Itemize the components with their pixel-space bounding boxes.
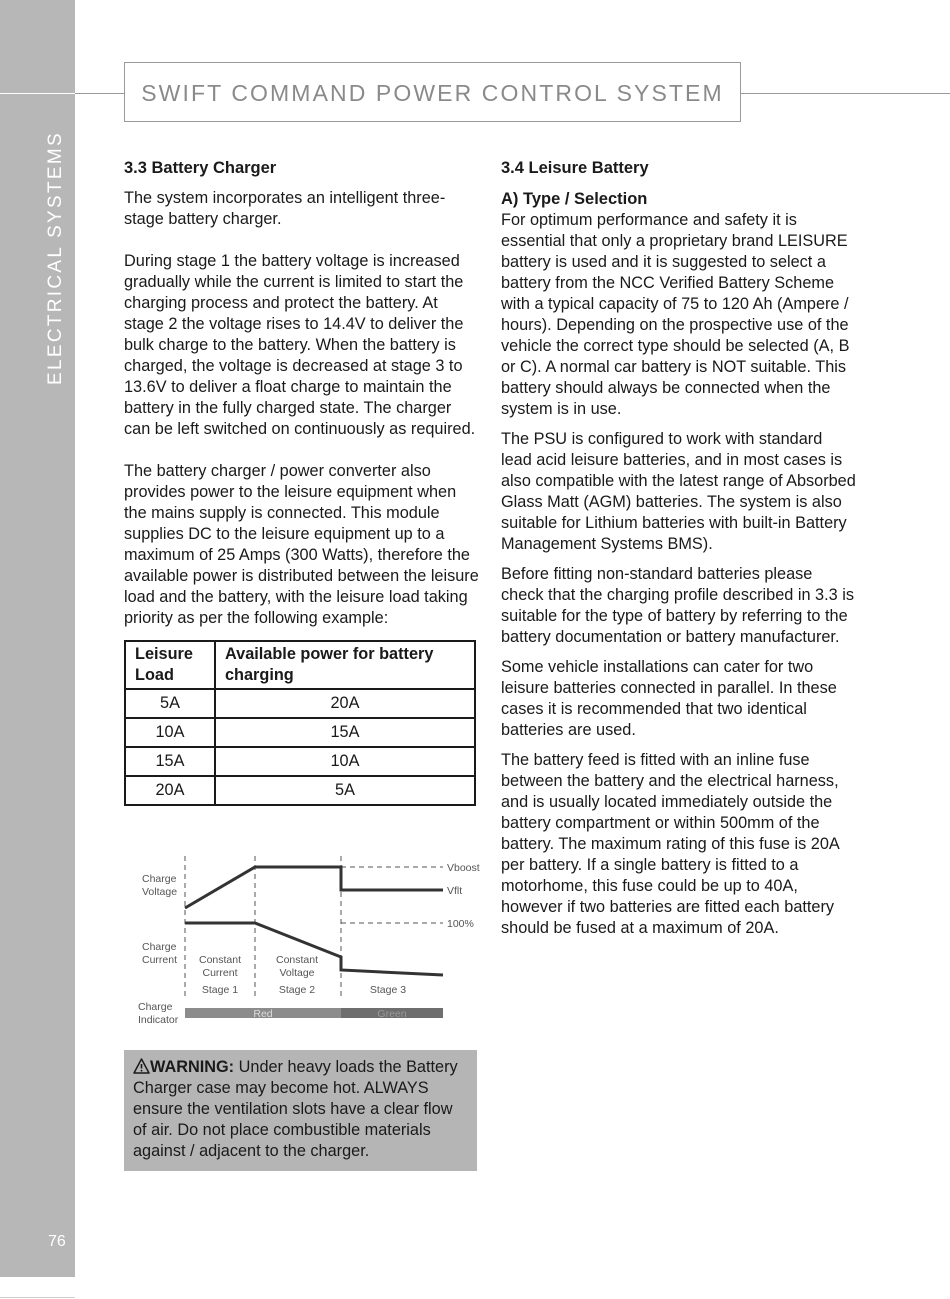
header-rule-right: [741, 93, 950, 94]
percent-100-label: 100%: [447, 918, 474, 930]
stage-label: Stage 1: [201, 984, 239, 996]
table-row: [125, 718, 475, 747]
right-column: [501, 158, 857, 939]
left-column: [124, 158, 480, 806]
table-row: [125, 747, 475, 776]
table-cell: 20A: [215, 689, 475, 718]
paragraph: The battery charger / power converter also provides power to the leisure equipment when the mains supply is connected. This module supplies DC to the leisure equipment up to a maximum of 25 Amps (300 Watts), therefore the available power is distributed between the leisure load and the battery, with the leisure load taking priority as per the following example:: [124, 462, 479, 627]
table-cell: 10A: [215, 747, 475, 776]
axis-label: Indicator: [138, 1014, 179, 1026]
axis-label: Charge: [138, 1001, 173, 1013]
section-title: ELECTRICAL SYSTEMS: [45, 131, 66, 385]
charging-stage-diagram: [130, 850, 480, 1030]
table-cell: 10A: [125, 718, 215, 747]
stage-label: Stage 2: [278, 984, 316, 996]
table-cell: 5A: [125, 689, 215, 718]
section-heading-leisure-battery: 3.4 Leisure Battery: [501, 159, 649, 177]
table-cell: 15A: [125, 747, 215, 776]
indicator-label-red: Red: [253, 1008, 273, 1020]
column-header-leisure-load: Leisure Load: [125, 641, 215, 689]
axis-label: Charge: [142, 873, 177, 885]
paragraph: For optimum performance and safety it is essential that only a proprietary brand LEISURE battery is used and it is suggested to select a battery from the NCC Verified Battery Scheme with a typical capacity of 75 to 120 Ah (Ampere / hours). Depending on the prospective use of the vehicle the correct type should be selected (A, B or C). A normal car battery is NOT suitable. This battery should always be connected when the system is in use.: [501, 211, 850, 418]
paragraph: The PSU is configured to work with standard lead acid leisure batteries, and in most cases is also compatible with the latest range of Absorbed Glass Matt (AGM) batteries. The system is also suitable for Lithium batteries with built-in Battery Management Systems BMS).: [501, 430, 856, 553]
voltage-curve: [185, 867, 443, 908]
table-header-row: [125, 641, 475, 689]
vflt-label: Vflt: [447, 885, 463, 897]
paragraph: Some vehicle installations can cater for two leisure batteries connected in parallel. In these cases it is recommended that two identical batteries are used.: [501, 658, 837, 739]
table-row: [125, 689, 475, 718]
header-rule-left: [75, 93, 124, 94]
paragraph: Before fitting non-standard batteries please check that the charging profile described in 3.3 is suitable for the type of battery by referring to the battery documentation or battery manufacturer.: [501, 565, 854, 646]
stage-label: Stage 3: [369, 984, 407, 996]
header-box: [124, 62, 741, 122]
axis-label: Charge: [142, 941, 177, 953]
warning-text: Under heavy loads the Battery Charger case may become hot. ALWAYS ensure the ventilation slots have a clear flow of air. Do not place combustible materials against / adjacent to the charger.: [133, 1058, 458, 1160]
axis-label: Current: [142, 954, 178, 966]
paragraph: During stage 1 the battery voltage is increased gradually while the current is limited to start the charging process and protect the battery. At stage 2 the voltage rises to 14.4V to deliver the bulk charge to the battery. When the battery is charged, the voltage is decreased at stage 3 to 13.6V to deliver a float charge to maintain the battery in the fully charged state. The charger can be left switched on continuously as required.: [124, 252, 476, 438]
mode-label: Current: [202, 967, 238, 979]
sidebar-rule: [0, 93, 75, 94]
page-header-title: SWIFT COMMAND POWER CONTROL SYSTEM: [141, 80, 724, 106]
page-number: 76: [48, 1233, 66, 1250]
mode-label: Constant: [275, 954, 319, 966]
bottom-rule: [0, 1297, 75, 1298]
section-heading-battery-charger: 3.3 Battery Charger: [124, 159, 277, 177]
indicator-label-green: Green: [377, 1008, 407, 1020]
mode-label: Voltage: [279, 967, 315, 979]
table-row: [125, 776, 475, 805]
warning-triangle-icon: [133, 1058, 150, 1074]
table-cell: 15A: [215, 718, 475, 747]
sidebar: [0, 0, 75, 1277]
subheading-type-selection: A) Type / Selection: [501, 190, 648, 208]
vboost-label: Vboost: [447, 862, 480, 874]
paragraph: The system incorporates an intelligent three-stage battery charger.: [124, 189, 446, 228]
warning-box: [124, 1050, 477, 1171]
mode-label: Constant: [198, 954, 242, 966]
table-cell: 5A: [215, 776, 475, 805]
axis-label: Voltage: [142, 886, 178, 898]
paragraph: The battery feed is fitted with an inline fuse between the battery and the electrical harness, and is usually located immediately outside the battery compartment or within 500mm of the battery. The maximum rating of this fuse is 20A per battery. If a single battery is fitted to a motorhome, this fuse could be up to 40A, however if two batteries are fitted each battery should be fused at a maximum of 20A.: [501, 751, 839, 937]
column-header-available-power: Available power for battery charging: [215, 641, 475, 689]
warning-label: WARNING:: [150, 1058, 235, 1076]
table-cell: 20A: [125, 776, 215, 805]
load-table: [124, 640, 476, 806]
